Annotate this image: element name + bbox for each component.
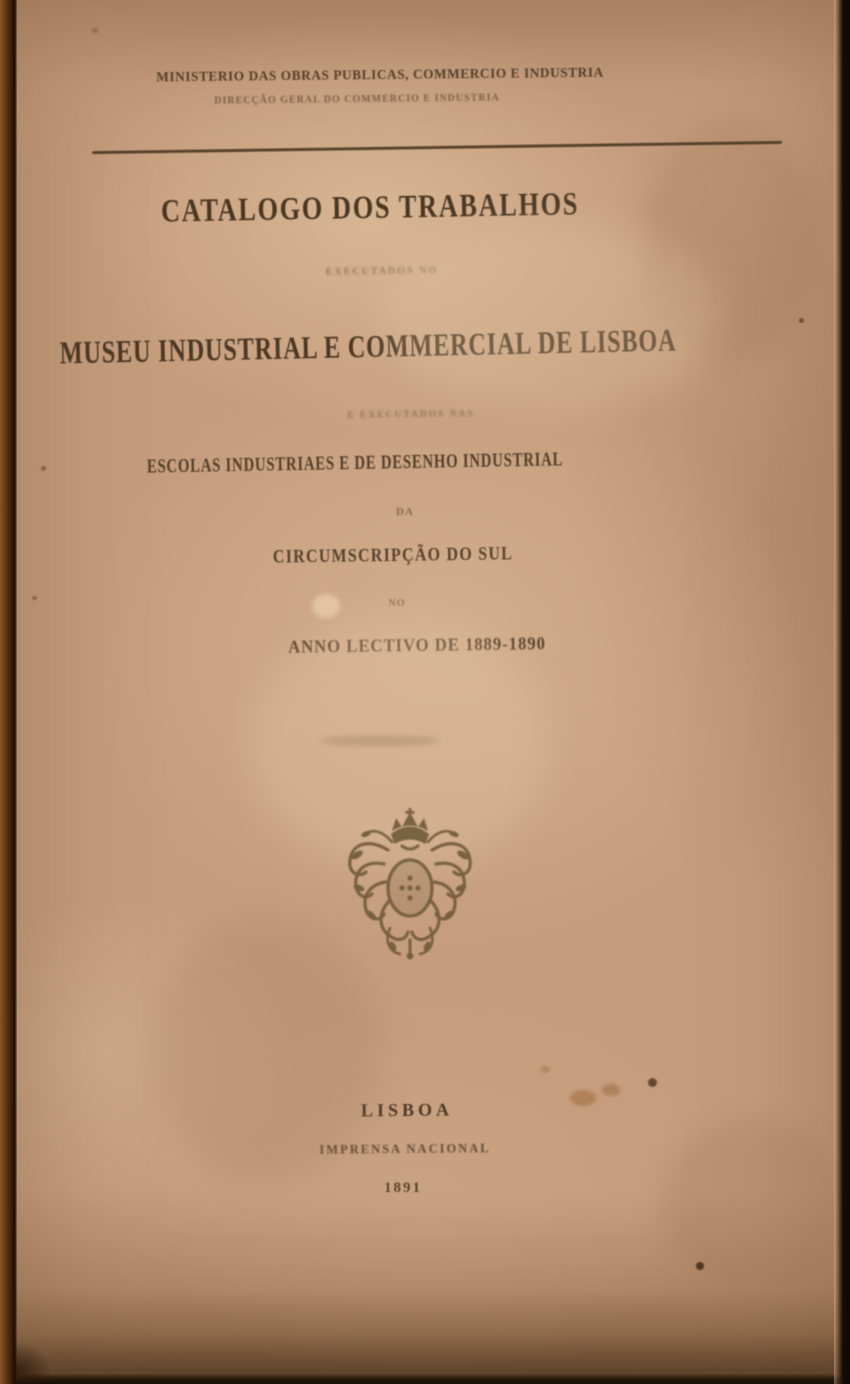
foxing-spot xyxy=(540,1066,550,1073)
paper-stain xyxy=(150,920,380,1180)
schools-title: ESCOLAS INDUSTRIAES E DE DESENHO INDUSTRIAL xyxy=(146,448,564,478)
connector-text-3: DA xyxy=(396,506,414,518)
light-spot xyxy=(312,594,340,618)
foxing-spot xyxy=(799,318,804,323)
foxing-spot xyxy=(696,1262,704,1270)
imprint-city: LISBOA xyxy=(360,1099,454,1121)
paper-stain xyxy=(250,620,550,870)
connector-text-4: NO xyxy=(388,598,406,609)
foxing-spot xyxy=(648,1078,657,1087)
paper-stain xyxy=(660,1120,850,1290)
institution-title: MUSEU INDUSTRIAL E COMMERCIAL DE LISBOA xyxy=(59,321,677,371)
foxing-spot xyxy=(41,466,46,471)
paper-stain xyxy=(380,220,720,410)
page-edge-right xyxy=(834,0,850,1384)
region-title: CIRCUMSCRIPÇÃO DO SUL xyxy=(272,543,514,568)
royal-coat-of-arms-icon xyxy=(330,800,490,964)
foxing-spot xyxy=(32,596,37,600)
paper-stain xyxy=(640,120,820,360)
book-binding-left xyxy=(0,0,17,1384)
page-bottom-shadow xyxy=(0,1290,850,1372)
connector-text-1: EXECUTADOS NO xyxy=(325,265,439,278)
faded-smudge xyxy=(320,736,440,746)
foxing-spot xyxy=(602,1084,620,1096)
scan-bottom-edge xyxy=(0,1372,850,1384)
foxing-spot xyxy=(570,1090,596,1106)
imprint-publisher: IMPRENSA NACIONAL xyxy=(319,1141,491,1157)
school-year-title: ANNO LECTIVO DE 1889-1890 xyxy=(287,633,546,657)
foxing-spot xyxy=(92,28,98,33)
connector-text-2: E EXECUTADOS NAS xyxy=(347,409,475,421)
department-subheader: DIRECÇÃO GERAL DO COMMERCIO E INDUSTRIA xyxy=(214,92,500,107)
ministry-header: MINISTERIO DAS OBRAS PUBLICAS, COMMERCIO E INDUSTRIA xyxy=(156,65,604,86)
imprint-year: 1891 xyxy=(384,1180,422,1196)
main-title: CATALOGO DOS TRABALHOS xyxy=(160,186,580,230)
header-rule xyxy=(92,141,782,154)
